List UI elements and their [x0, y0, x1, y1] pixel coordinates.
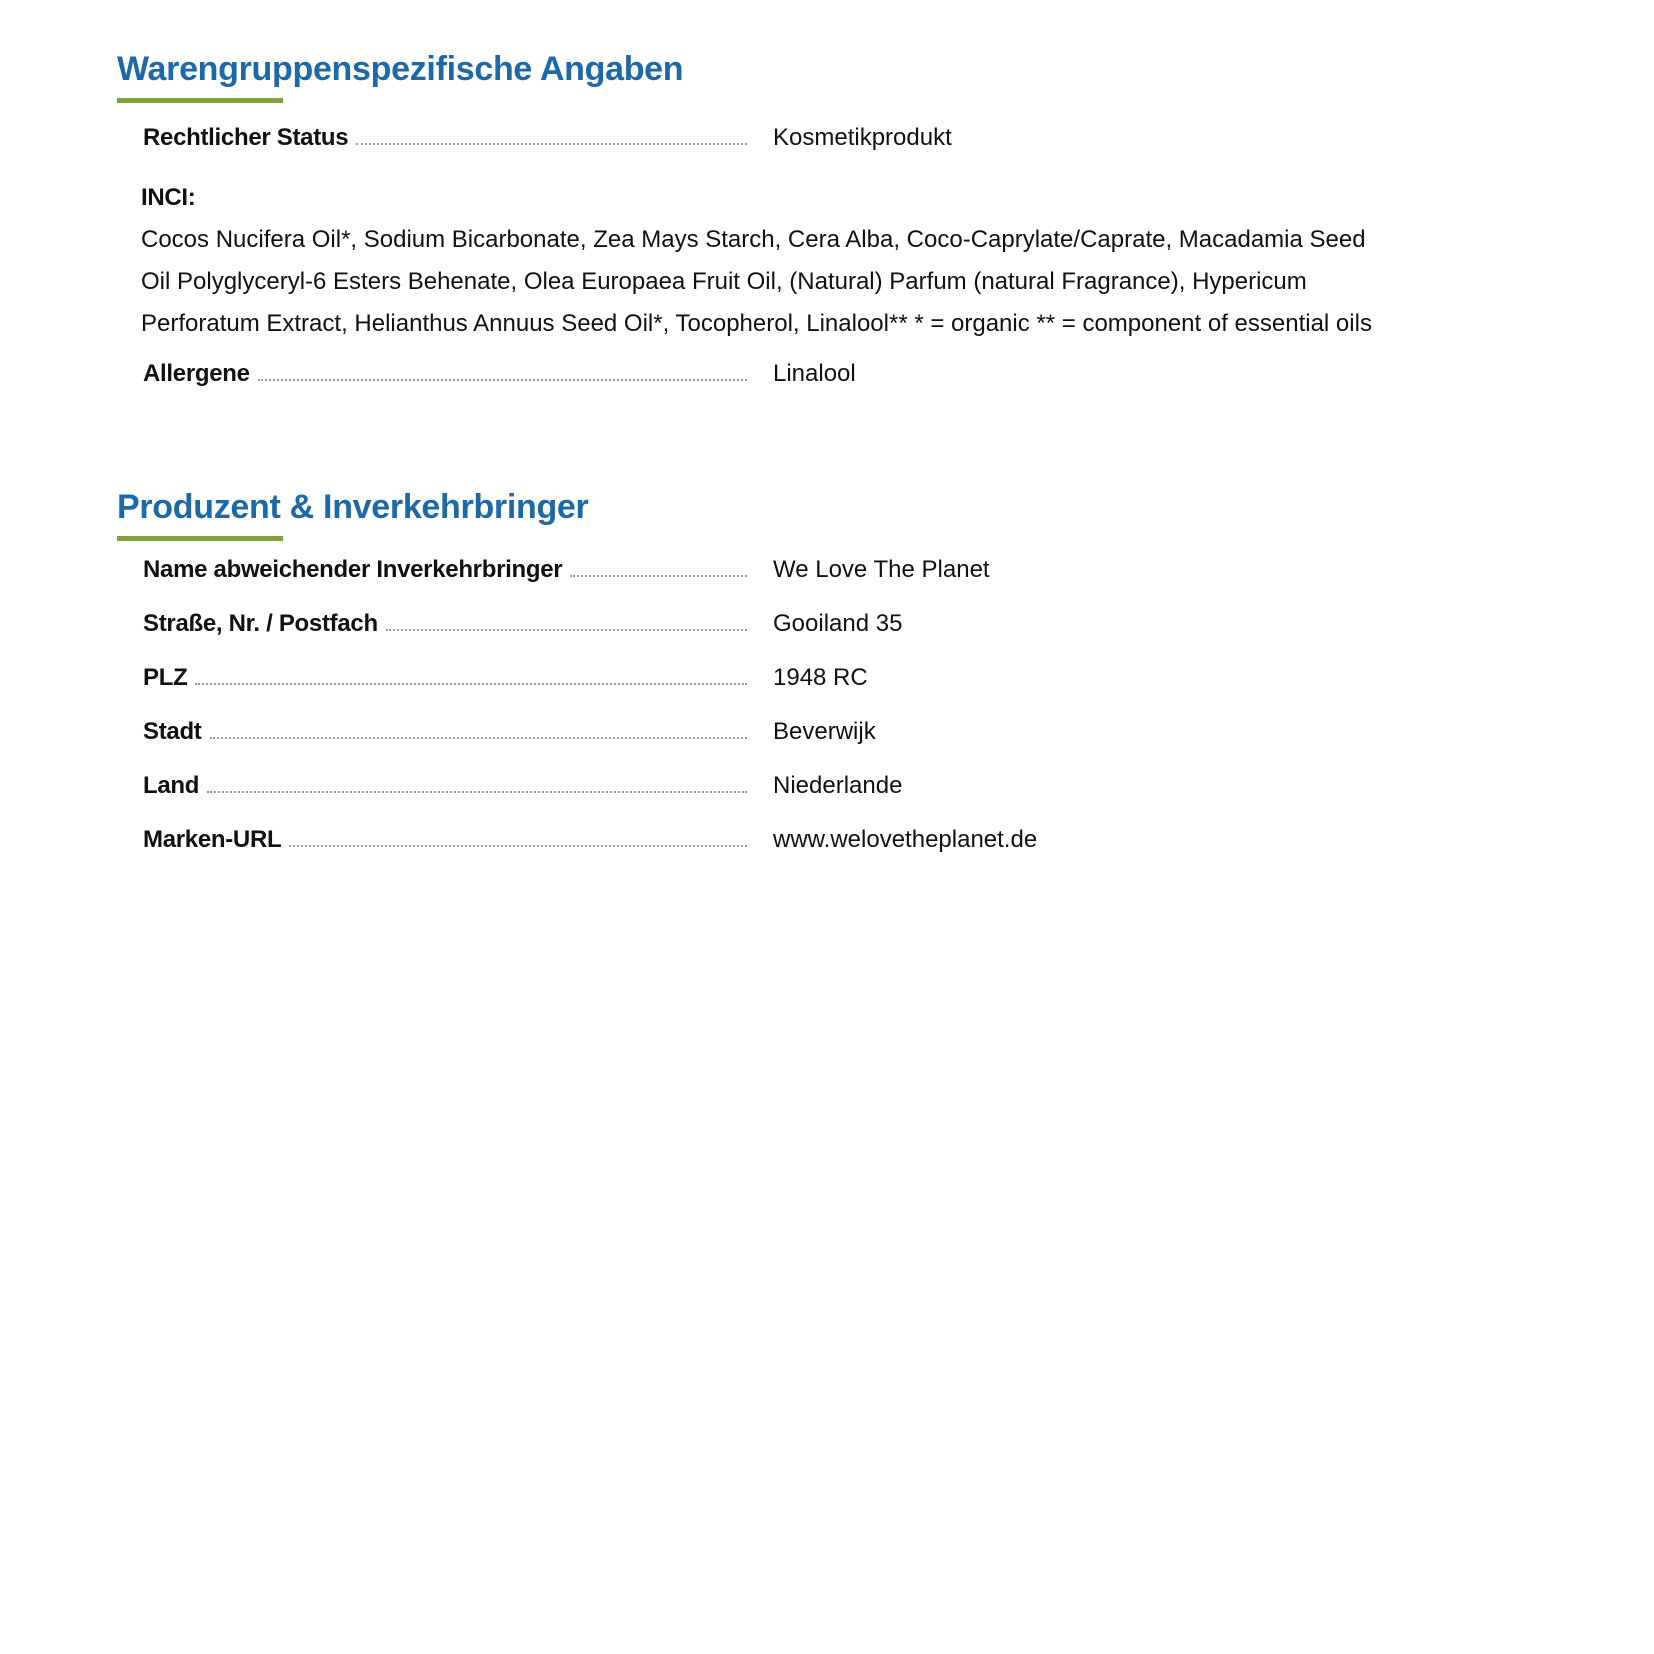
field-label-container	[117, 826, 747, 854]
section-warengruppe	[117, 46, 1417, 401]
dotted-leader	[207, 791, 747, 793]
field-value: www.welovetheplanet.de	[773, 826, 1038, 853]
field-list	[117, 543, 1417, 867]
field-row-rechtlicher-status	[117, 111, 1417, 165]
field-value: Gooiland 35	[773, 610, 903, 637]
inci-text: Cocos Nucifera Oil*, Sodium Bicarbonate, Zea Mays Starch, Cera Alba, Coco-Caprylate/Caprate, Macadamia Seed Oil Polyglyceryl-6 Esters Behenate, Olea Europaea Fruit Oil, (Natural) Parfum (natural Fragrance), Hypericum Perforatum Extract, Helianthus Annuus Seed Oil*, Tocopherol, Linalool** * = organic ** = component of essential oils	[141, 226, 1372, 337]
dotted-leader	[356, 143, 747, 145]
field-label-container	[117, 610, 747, 638]
field-value: Niederlande	[773, 772, 903, 799]
field-label: Rechtlicher Status	[143, 124, 349, 151]
dotted-leader	[258, 379, 747, 381]
section-produzent	[117, 484, 1417, 867]
field-row-strasse	[117, 597, 1417, 651]
field-label-container	[117, 556, 747, 584]
dotted-leader	[386, 629, 747, 631]
field-row-marken-url	[117, 813, 1417, 867]
field-label: Marken-URL	[143, 826, 282, 853]
title-underline	[117, 98, 283, 103]
field-label: Stadt	[143, 718, 202, 745]
field-value: Linalool	[773, 360, 856, 387]
field-value: Kosmetikprodukt	[773, 124, 952, 151]
field-label-container	[117, 772, 747, 800]
dotted-leader	[195, 683, 747, 685]
section-title: Produzent & Inverkehrbringer	[117, 488, 589, 526]
field-row-inverkehrbringer	[117, 543, 1417, 597]
field-value: 1948 RC	[773, 664, 868, 691]
field-label: Straße, Nr. / Postfach	[143, 610, 378, 637]
dotted-leader	[210, 737, 747, 739]
inci-block	[117, 181, 1417, 345]
field-label: Name abweichender Inverkehrbringer	[143, 556, 563, 583]
field-label: Allergene	[143, 360, 250, 387]
dotted-leader	[570, 575, 747, 577]
title-underline	[117, 536, 283, 541]
field-label: PLZ	[143, 664, 188, 691]
field-label-container	[117, 360, 747, 388]
field-label: Land	[143, 772, 200, 799]
field-label-container	[117, 664, 747, 692]
field-value: Beverwijk	[773, 718, 876, 745]
field-label-container	[117, 718, 747, 746]
field-list	[117, 111, 1417, 165]
section-title: Warengruppenspezifische Angaben	[117, 50, 684, 88]
field-row-land	[117, 759, 1417, 813]
field-list	[117, 347, 1417, 401]
field-row-plz	[117, 651, 1417, 705]
field-label-container	[117, 124, 747, 152]
field-value: We Love The Planet	[773, 556, 990, 583]
inci-heading: INCI:	[141, 184, 196, 211]
dotted-leader	[289, 845, 747, 847]
field-row-stadt	[117, 705, 1417, 759]
field-row-allergene	[117, 347, 1417, 401]
